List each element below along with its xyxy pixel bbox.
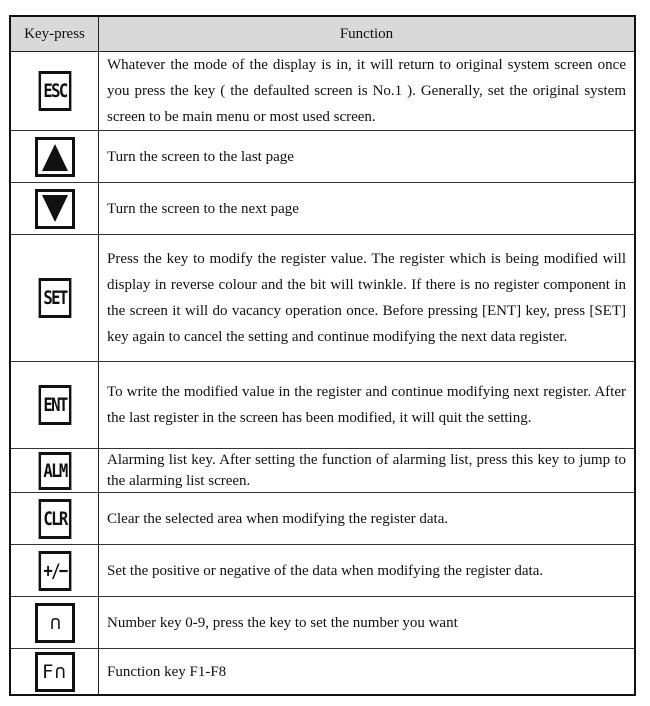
table-row bbox=[11, 596, 634, 648]
header-key-cell bbox=[11, 17, 99, 51]
function-text: Set the positive or negative of the data when modifying the register data. bbox=[107, 562, 544, 579]
function-text: Press the key to modify the register value. The register which is being modified will display in reverse colour and the bit will twinkle. If there is no register component in the screen it will do vacancy operation once. Before pressing [ENT] key, press [SET] key again to cancel the setting and continue modifying the next data register. bbox=[107, 251, 626, 345]
table-row bbox=[11, 492, 634, 544]
table-row bbox=[11, 361, 634, 448]
function-text: Alarming list key. After setting the function of alarming list, press this key to jump to the alarming list screen. bbox=[107, 451, 626, 489]
ent-key-icon bbox=[38, 385, 71, 425]
up-triangle-key-icon bbox=[35, 137, 75, 177]
table-row bbox=[11, 234, 634, 361]
table-row bbox=[11, 182, 634, 234]
key-label: ∩ bbox=[49, 611, 60, 634]
function-text: Turn the screen to the next page bbox=[107, 200, 299, 217]
key-label: ENT bbox=[42, 394, 67, 416]
number-key-icon bbox=[35, 603, 75, 643]
table-row bbox=[11, 648, 634, 694]
function-text: Whatever the mode of the display is in, it will return to original system screen once you press the key ( the defaulted screen is No.1 ). Generally, set the original system screen to be main menu or most used screen. bbox=[107, 57, 626, 125]
table-row bbox=[11, 52, 634, 130]
function-text: Turn the screen to the last page bbox=[107, 148, 294, 165]
key-function-table bbox=[9, 15, 636, 696]
header-function: Function bbox=[339, 25, 394, 42]
down-triangle-key-icon bbox=[35, 189, 75, 229]
header-function-cell bbox=[99, 17, 634, 51]
esc-key-icon bbox=[38, 71, 71, 111]
clr-key-icon bbox=[38, 499, 71, 539]
set-key-icon bbox=[38, 278, 71, 318]
header-key-press: Key-press bbox=[24, 25, 85, 42]
function-text: Number key 0-9, press the key to set the number you want bbox=[107, 614, 458, 631]
function-key-icon bbox=[35, 652, 75, 692]
key-label: F∩ bbox=[42, 660, 67, 683]
alm-key-icon bbox=[38, 452, 71, 490]
table-row bbox=[11, 130, 634, 182]
key-label: CLR bbox=[42, 507, 67, 530]
key-label: ESC bbox=[42, 80, 67, 102]
table-row bbox=[11, 448, 634, 492]
function-text: Function key F1-F8 bbox=[107, 663, 227, 680]
table-row bbox=[11, 544, 634, 596]
key-label: SET bbox=[42, 287, 67, 309]
plus-minus-key-icon bbox=[38, 551, 71, 591]
key-label: ALM bbox=[42, 459, 67, 482]
function-text: To write the modified value in the register and continue modifying next register. After the last register in the screen has been modified, it will quit the setting. bbox=[107, 384, 626, 426]
function-text: Clear the selected area when modifying the register data. bbox=[107, 510, 449, 527]
table-header-row bbox=[11, 17, 634, 52]
key-label: +/− bbox=[42, 559, 67, 582]
